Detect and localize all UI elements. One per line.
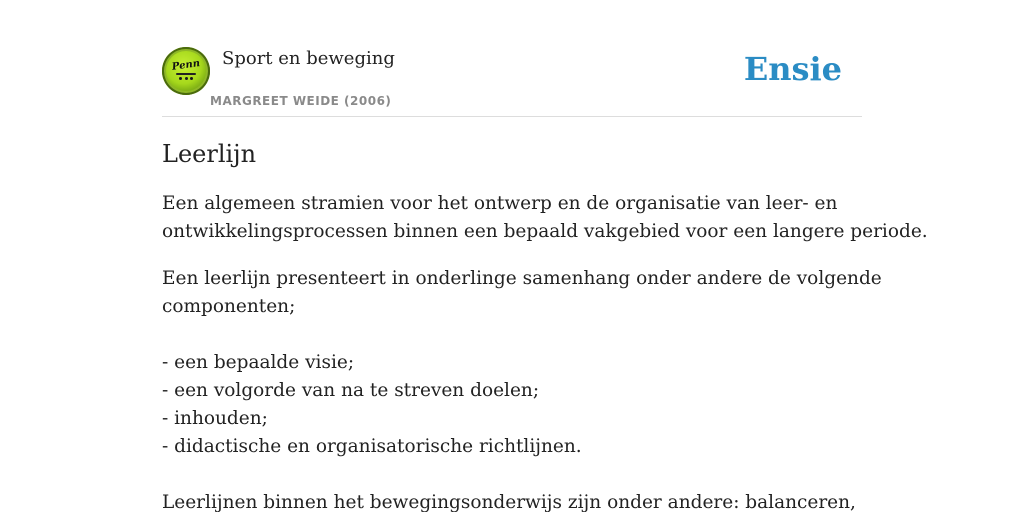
paragraph-1 (162, 190, 928, 246)
tennis-ball-logo-text: Penn (171, 58, 201, 73)
blank-line (162, 461, 862, 489)
logo-underline (176, 73, 196, 75)
list-item: - inhouden; (162, 408, 268, 429)
logo-dots (179, 77, 193, 81)
author-byline: MARGREET WEIDE (2006) (210, 94, 392, 108)
list-item: - een volgorde van na te streven doelen; (162, 380, 540, 401)
logo-dot (185, 77, 188, 80)
blank-line (162, 321, 862, 349)
logo-dot (179, 77, 182, 80)
text-line: Een leerlijn presenteert in onderlinge samenhang onder andere de volgende (162, 268, 882, 289)
text-line: componenten; (162, 296, 296, 317)
brand-logo[interactable]: Ensie (743, 50, 842, 88)
text-line: Leerlijnen binnen het bewegingsonderwijs zijn onder andere: balanceren, (162, 492, 856, 512)
page-title: Leerlijn (162, 140, 257, 168)
article-content (162, 136, 928, 512)
paragraph-2 (162, 265, 882, 512)
text-line: ontwikkelingsprocessen binnen een bepaald vakgebied voor een langere periode. (162, 221, 928, 242)
category-avatar[interactable] (162, 47, 210, 95)
article-header (162, 46, 862, 117)
logo-dot (190, 77, 193, 80)
category-link[interactable]: Sport en beweging (222, 48, 395, 69)
list-item: - didactische en organisatorische richtlijnen. (162, 436, 582, 457)
list-item: - een bepaalde visie; (162, 352, 355, 373)
text-line: Een algemeen stramien voor het ontwerp en de organisatie van leer- en (162, 193, 838, 214)
